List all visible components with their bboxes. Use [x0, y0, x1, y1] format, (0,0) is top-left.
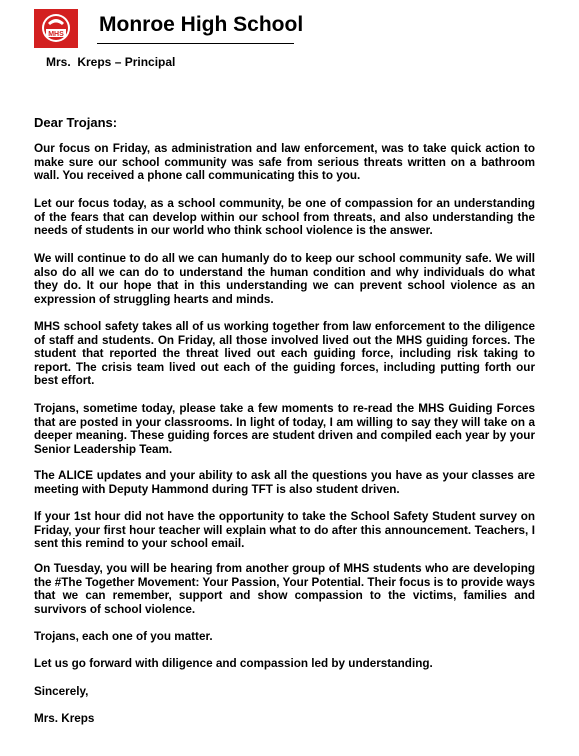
letter-paragraph: Our focus on Friday, as administration and law enforcement, was to take quick action to make sure our school community was safe from serious threats written on a bathroom wall. You received a phone call communicating this to you.: [34, 142, 535, 182]
school-logo: [34, 9, 78, 48]
letter-paragraph: Trojans, sometime today, please take a few moments to re-read the MHS Guiding Forces that are posted in your classrooms. In light of today, I am willing to say they will take on a deeper meaning. These guiding forces are student driven and compiled each year by your Senior Leadership Team.: [34, 402, 535, 456]
letter-greeting: Dear Trojans:: [34, 115, 118, 130]
school-name: Monroe High School: [99, 13, 304, 36]
letter-signature: Mrs. Kreps: [34, 712, 95, 725]
letter-paragraph: We will continue to do all we can humanly do to keep our school community safe. We will also do all we can do to understand the human condition and why individuals do what they do. It our hope that in this understanding we can prevent school violence as an expression of struggling hearts and minds.: [34, 252, 535, 306]
letter-paragraph: Trojans, each one of you matter.: [34, 630, 213, 643]
letter-paragraph: Let our focus today, as a school community, be one of compassion for an understanding of the fears that can develop within our school from threats, and also understanding the needs of students in our world who think school violence is the answer.: [34, 197, 535, 237]
letter-paragraph: MHS school safety takes all of us working together from law enforcement to the diligence of staff and students. On Friday, all those involved lived out the MHS guiding forces. The student that reported the threat lived out each guiding force, including risk taking to report. The crisis team lived out each of the guiding forces, including putting forth our best effort.: [34, 320, 535, 387]
letter-paragraph: The ALICE updates and your ability to ask all the questions you have as your classes are meeting with Deputy Hammond during TFT is also student driven.: [34, 469, 535, 496]
header-divider: [97, 43, 294, 44]
letter-paragraph: On Tuesday, you will be hearing from another group of MHS students who are developing the #The Together Movement: Your Passion, Your Potential. Their focus is to provide ways that we can remember, support and show compassion to the victims, families and survivors of school violence.: [34, 562, 535, 616]
letter-paragraph: Let us go forward with diligence and compassion led by understanding.: [34, 657, 433, 670]
svg-text:MHS: MHS: [48, 31, 64, 38]
principal-line: Mrs. Kreps – Principal: [46, 55, 176, 69]
letter-paragraph: If your 1st hour did not have the opportunity to take the School Safety Student survey on Friday, your first hour teacher will explain what to do after this announcement. Teachers, I sent this remind to your school email.: [34, 510, 535, 550]
letter-closing: Sincerely,: [34, 685, 89, 698]
